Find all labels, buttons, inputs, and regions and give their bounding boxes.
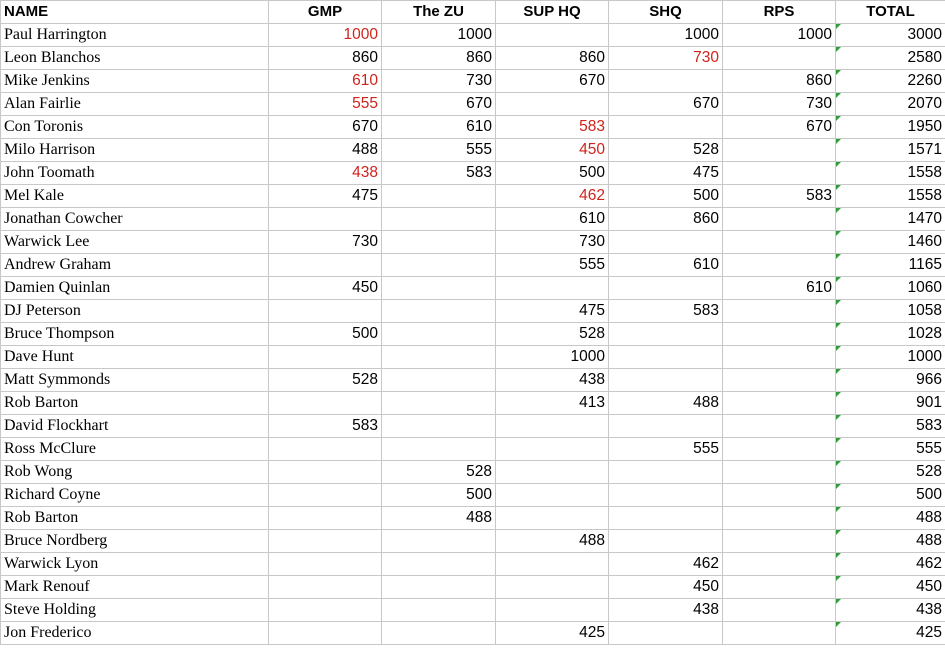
name-cell[interactable]: DJ Peterson xyxy=(1,300,269,323)
the-zu-cell[interactable]: 555 xyxy=(382,139,496,162)
rps-cell[interactable] xyxy=(723,438,836,461)
the-zu-cell[interactable] xyxy=(382,415,496,438)
rps-cell[interactable] xyxy=(723,392,836,415)
shq-cell[interactable] xyxy=(609,484,723,507)
sup-hq-cell[interactable] xyxy=(496,93,609,116)
total-cell[interactable]: 2260 xyxy=(836,70,945,93)
sup-hq-cell[interactable] xyxy=(496,415,609,438)
table-row xyxy=(1,530,945,553)
shq-cell[interactable]: 500 xyxy=(609,185,723,208)
table-row xyxy=(1,461,945,484)
sup-hq-cell[interactable]: 413 xyxy=(496,392,609,415)
shq-cell[interactable]: 438 xyxy=(609,599,723,622)
gmp-cell[interactable] xyxy=(269,346,382,369)
name-cell[interactable]: Milo Harrison xyxy=(1,139,269,162)
table-row xyxy=(1,116,945,139)
rps-cell[interactable] xyxy=(723,622,836,645)
gmp-cell[interactable]: 500 xyxy=(269,323,382,346)
the-zu-cell[interactable] xyxy=(382,392,496,415)
total-cell[interactable]: 438 xyxy=(836,599,945,622)
table-row xyxy=(1,231,945,254)
shq-cell[interactable] xyxy=(609,530,723,553)
table-row xyxy=(1,484,945,507)
rps-cell[interactable] xyxy=(723,47,836,70)
gmp-cell[interactable]: 583 xyxy=(269,415,382,438)
sup-hq-cell[interactable]: 860 xyxy=(496,47,609,70)
gmp-cell[interactable] xyxy=(269,461,382,484)
table-row xyxy=(1,576,945,599)
the-zu-cell[interactable] xyxy=(382,254,496,277)
total-cell[interactable]: 1558 xyxy=(836,162,945,185)
table-row xyxy=(1,93,945,116)
rps-cell[interactable] xyxy=(723,231,836,254)
name-cell[interactable]: Mark Renouf xyxy=(1,576,269,599)
name-cell[interactable]: Mike Jenkins xyxy=(1,70,269,93)
name-cell[interactable]: Andrew Graham xyxy=(1,254,269,277)
table-row xyxy=(1,392,945,415)
total-cell[interactable]: 555 xyxy=(836,438,945,461)
name-cell[interactable]: Mel Kale xyxy=(1,185,269,208)
table-row xyxy=(1,24,945,47)
total-cell[interactable]: 1000 xyxy=(836,346,945,369)
name-cell[interactable]: Rob Barton xyxy=(1,507,269,530)
sup-hq-cell[interactable]: 475 xyxy=(496,300,609,323)
total-cell[interactable]: 583 xyxy=(836,415,945,438)
header-total[interactable]: TOTAL xyxy=(836,1,945,24)
gmp-cell[interactable]: 488 xyxy=(269,139,382,162)
total-cell[interactable]: 901 xyxy=(836,392,945,415)
shq-cell[interactable] xyxy=(609,231,723,254)
table-row xyxy=(1,254,945,277)
table-row xyxy=(1,185,945,208)
rps-cell[interactable]: 730 xyxy=(723,93,836,116)
gmp-cell[interactable] xyxy=(269,576,382,599)
name-cell[interactable]: David Flockhart xyxy=(1,415,269,438)
total-cell[interactable]: 3000 xyxy=(836,24,945,47)
total-cell[interactable]: 1470 xyxy=(836,208,945,231)
header-gmp[interactable]: GMP xyxy=(269,1,382,24)
table-row xyxy=(1,47,945,70)
the-zu-cell[interactable]: 1000 xyxy=(382,24,496,47)
the-zu-cell[interactable] xyxy=(382,185,496,208)
gmp-cell[interactable] xyxy=(269,530,382,553)
gmp-cell[interactable] xyxy=(269,553,382,576)
sup-hq-cell[interactable]: 488 xyxy=(496,530,609,553)
sup-hq-cell[interactable] xyxy=(496,461,609,484)
rps-cell[interactable] xyxy=(723,369,836,392)
shq-cell[interactable]: 860 xyxy=(609,208,723,231)
shq-cell[interactable]: 583 xyxy=(609,300,723,323)
table-row xyxy=(1,323,945,346)
table-row xyxy=(1,599,945,622)
gmp-cell[interactable] xyxy=(269,599,382,622)
table-row xyxy=(1,208,945,231)
the-zu-cell[interactable] xyxy=(382,323,496,346)
name-cell[interactable]: Bruce Nordberg xyxy=(1,530,269,553)
the-zu-cell[interactable]: 500 xyxy=(382,484,496,507)
shq-cell[interactable]: 555 xyxy=(609,438,723,461)
table-row xyxy=(1,300,945,323)
header-shq[interactable]: SHQ xyxy=(609,1,723,24)
shq-cell[interactable]: 1000 xyxy=(609,24,723,47)
gmp-cell[interactable]: 438 xyxy=(269,162,382,185)
total-cell[interactable]: 1558 xyxy=(836,185,945,208)
gmp-cell[interactable] xyxy=(269,484,382,507)
the-zu-cell[interactable]: 670 xyxy=(382,93,496,116)
total-cell[interactable]: 425 xyxy=(836,622,945,645)
name-cell[interactable]: Paul Harrington xyxy=(1,24,269,47)
sup-hq-cell[interactable] xyxy=(496,277,609,300)
rps-cell[interactable] xyxy=(723,415,836,438)
rps-cell[interactable]: 860 xyxy=(723,70,836,93)
the-zu-cell[interactable]: 730 xyxy=(382,70,496,93)
rps-cell[interactable] xyxy=(723,530,836,553)
the-zu-cell[interactable]: 528 xyxy=(382,461,496,484)
name-cell[interactable]: Jon Frederico xyxy=(1,622,269,645)
sup-hq-cell[interactable] xyxy=(496,576,609,599)
gmp-cell[interactable] xyxy=(269,438,382,461)
the-zu-cell[interactable] xyxy=(382,346,496,369)
gmp-cell[interactable] xyxy=(269,622,382,645)
table-row xyxy=(1,70,945,93)
header-sup-hq[interactable]: SUP HQ xyxy=(496,1,609,24)
sup-hq-cell[interactable]: 450 xyxy=(496,139,609,162)
total-cell[interactable]: 1028 xyxy=(836,323,945,346)
gmp-cell[interactable]: 555 xyxy=(269,93,382,116)
shq-cell[interactable]: 730 xyxy=(609,47,723,70)
sup-hq-cell[interactable] xyxy=(496,553,609,576)
total-cell[interactable]: 500 xyxy=(836,484,945,507)
sup-hq-cell[interactable]: 462 xyxy=(496,185,609,208)
rps-cell[interactable] xyxy=(723,346,836,369)
name-cell[interactable]: Warwick Lyon xyxy=(1,553,269,576)
the-zu-cell[interactable] xyxy=(382,208,496,231)
the-zu-cell[interactable] xyxy=(382,438,496,461)
rps-cell[interactable] xyxy=(723,484,836,507)
name-cell[interactable]: Jonathan Cowcher xyxy=(1,208,269,231)
rps-cell[interactable] xyxy=(723,139,836,162)
rps-cell[interactable] xyxy=(723,254,836,277)
sup-hq-cell[interactable]: 583 xyxy=(496,116,609,139)
the-zu-cell[interactable] xyxy=(382,277,496,300)
name-cell[interactable]: Rob Barton xyxy=(1,392,269,415)
sup-hq-cell[interactable]: 528 xyxy=(496,323,609,346)
name-cell[interactable]: Ross McClure xyxy=(1,438,269,461)
total-cell[interactable]: 2580 xyxy=(836,47,945,70)
sup-hq-cell[interactable]: 730 xyxy=(496,231,609,254)
rps-cell[interactable]: 610 xyxy=(723,277,836,300)
shq-cell[interactable]: 475 xyxy=(609,162,723,185)
total-cell[interactable]: 1058 xyxy=(836,300,945,323)
the-zu-cell[interactable] xyxy=(382,553,496,576)
header-name[interactable]: NAME xyxy=(1,1,269,24)
rps-cell[interactable] xyxy=(723,553,836,576)
shq-cell[interactable] xyxy=(609,323,723,346)
total-cell[interactable]: 1060 xyxy=(836,277,945,300)
total-cell[interactable]: 488 xyxy=(836,507,945,530)
rps-cell[interactable]: 1000 xyxy=(723,24,836,47)
sup-hq-cell[interactable]: 438 xyxy=(496,369,609,392)
table-row xyxy=(1,346,945,369)
shq-cell[interactable] xyxy=(609,346,723,369)
sup-hq-cell[interactable]: 670 xyxy=(496,70,609,93)
gmp-cell[interactable] xyxy=(269,392,382,415)
table-row xyxy=(1,438,945,461)
header-rps[interactable]: RPS xyxy=(723,1,836,24)
total-cell[interactable]: 450 xyxy=(836,576,945,599)
name-cell[interactable]: Warwick Lee xyxy=(1,231,269,254)
name-cell[interactable]: Alan Fairlie xyxy=(1,93,269,116)
gmp-cell[interactable]: 670 xyxy=(269,116,382,139)
gmp-cell[interactable]: 1000 xyxy=(269,24,382,47)
shq-cell[interactable] xyxy=(609,507,723,530)
total-cell[interactable]: 966 xyxy=(836,369,945,392)
name-cell[interactable]: Dave Hunt xyxy=(1,346,269,369)
name-cell[interactable]: Con Toronis xyxy=(1,116,269,139)
total-cell[interactable]: 1571 xyxy=(836,139,945,162)
the-zu-cell[interactable]: 610 xyxy=(382,116,496,139)
the-zu-cell[interactable] xyxy=(382,622,496,645)
rps-cell[interactable] xyxy=(723,323,836,346)
gmp-cell[interactable] xyxy=(269,254,382,277)
shq-cell[interactable]: 610 xyxy=(609,254,723,277)
shq-cell[interactable]: 528 xyxy=(609,139,723,162)
shq-cell[interactable] xyxy=(609,461,723,484)
table-row xyxy=(1,139,945,162)
header-the-zu[interactable]: The ZU xyxy=(382,1,496,24)
sup-hq-cell[interactable] xyxy=(496,438,609,461)
the-zu-cell[interactable]: 583 xyxy=(382,162,496,185)
total-cell[interactable]: 1460 xyxy=(836,231,945,254)
shq-cell[interactable] xyxy=(609,70,723,93)
gmp-cell[interactable]: 528 xyxy=(269,369,382,392)
table-row xyxy=(1,507,945,530)
gmp-cell[interactable] xyxy=(269,208,382,231)
name-cell[interactable]: Leon Blanchos xyxy=(1,47,269,70)
sup-hq-cell[interactable]: 500 xyxy=(496,162,609,185)
rps-cell[interactable] xyxy=(723,599,836,622)
table-row xyxy=(1,553,945,576)
name-cell[interactable]: Bruce Thompson xyxy=(1,323,269,346)
name-cell[interactable]: Matt Symmonds xyxy=(1,369,269,392)
sup-hq-cell[interactable] xyxy=(496,599,609,622)
gmp-cell[interactable]: 730 xyxy=(269,231,382,254)
sup-hq-cell[interactable] xyxy=(496,507,609,530)
shq-cell[interactable] xyxy=(609,277,723,300)
shq-cell[interactable]: 450 xyxy=(609,576,723,599)
rps-cell[interactable] xyxy=(723,300,836,323)
name-cell[interactable]: Richard Coyne xyxy=(1,484,269,507)
total-cell[interactable]: 1165 xyxy=(836,254,945,277)
rps-cell[interactable]: 670 xyxy=(723,116,836,139)
name-cell[interactable]: Rob Wong xyxy=(1,461,269,484)
shq-cell[interactable] xyxy=(609,415,723,438)
total-cell[interactable]: 2070 xyxy=(836,93,945,116)
rps-cell[interactable] xyxy=(723,162,836,185)
table-row xyxy=(1,415,945,438)
total-cell[interactable]: 528 xyxy=(836,461,945,484)
rps-cell[interactable] xyxy=(723,507,836,530)
the-zu-cell[interactable] xyxy=(382,599,496,622)
the-zu-cell[interactable] xyxy=(382,369,496,392)
name-cell[interactable]: John Toomath xyxy=(1,162,269,185)
the-zu-cell[interactable] xyxy=(382,300,496,323)
the-zu-cell[interactable]: 860 xyxy=(382,47,496,70)
table-row xyxy=(1,622,945,645)
gmp-cell[interactable]: 475 xyxy=(269,185,382,208)
table-row xyxy=(1,369,945,392)
header-row xyxy=(1,1,945,24)
shq-cell[interactable] xyxy=(609,369,723,392)
shq-cell[interactable]: 670 xyxy=(609,93,723,116)
name-cell[interactable]: Steve Holding xyxy=(1,599,269,622)
shq-cell[interactable]: 462 xyxy=(609,553,723,576)
sup-hq-cell[interactable] xyxy=(496,24,609,47)
the-zu-cell[interactable] xyxy=(382,530,496,553)
sup-hq-cell[interactable]: 1000 xyxy=(496,346,609,369)
shq-cell[interactable] xyxy=(609,622,723,645)
name-cell[interactable]: Damien Quinlan xyxy=(1,277,269,300)
gmp-cell[interactable]: 450 xyxy=(269,277,382,300)
rps-cell[interactable] xyxy=(723,208,836,231)
rps-cell[interactable] xyxy=(723,461,836,484)
sup-hq-cell[interactable]: 610 xyxy=(496,208,609,231)
the-zu-cell[interactable] xyxy=(382,576,496,599)
the-zu-cell[interactable] xyxy=(382,231,496,254)
gmp-cell[interactable]: 860 xyxy=(269,47,382,70)
table-row xyxy=(1,277,945,300)
gmp-cell[interactable]: 610 xyxy=(269,70,382,93)
rps-cell[interactable] xyxy=(723,576,836,599)
the-zu-cell[interactable]: 488 xyxy=(382,507,496,530)
total-cell[interactable]: 488 xyxy=(836,530,945,553)
sup-hq-cell[interactable]: 425 xyxy=(496,622,609,645)
sup-hq-cell[interactable] xyxy=(496,484,609,507)
gmp-cell[interactable] xyxy=(269,507,382,530)
rps-cell[interactable]: 583 xyxy=(723,185,836,208)
sup-hq-cell[interactable]: 555 xyxy=(496,254,609,277)
table-row xyxy=(1,162,945,185)
total-cell[interactable]: 1950 xyxy=(836,116,945,139)
shq-cell[interactable] xyxy=(609,116,723,139)
total-cell[interactable]: 462 xyxy=(836,553,945,576)
shq-cell[interactable]: 488 xyxy=(609,392,723,415)
gmp-cell[interactable] xyxy=(269,300,382,323)
